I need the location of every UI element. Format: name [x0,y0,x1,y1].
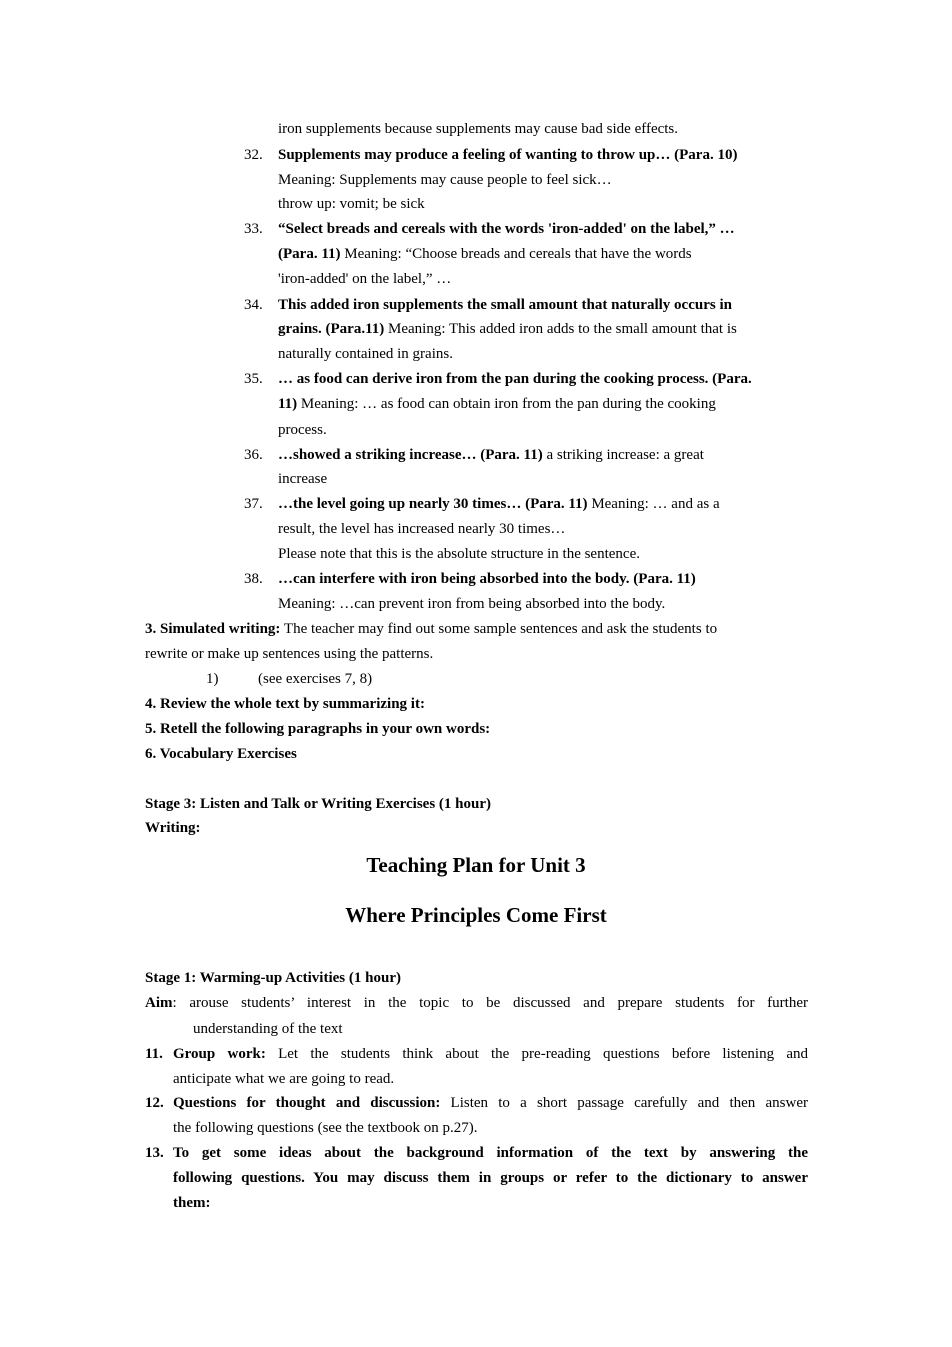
aim-line2: understanding of the text [193,1021,343,1037]
group-11-line2: anticipate what we are going to read. [173,1071,395,1087]
item-number-36: 36. [244,447,263,463]
section-3-line1 [145,620,717,638]
section-3-heading: 3. Simulated writing: [145,621,281,637]
item-34-para-ref: grains. (Para.11) [278,321,385,337]
item-36-heading: …showed a striking increase… (Para. 11) [278,447,543,463]
item-number-38: 38. [244,571,263,587]
aim-line1 [145,994,808,1012]
page-title: Teaching Plan for Unit 3 [366,853,586,877]
item-34-meaning: Meaning: This added iron adds to the small amount that is [384,321,737,337]
item-33-meaning: Meaning: “Choose breads and cereals that have the words [340,246,692,262]
item-number-33: 33. [244,221,263,237]
page-subtitle: Where Principles Come First [345,903,607,927]
item-38-heading: …can interfere with iron being absorbed into the body. (Para. 11) [278,571,696,587]
item-32-meaning: Meaning: Supplements may cause people to feel sick… [278,172,612,188]
section-3-line2: rewrite or make up sentences using the patterns. [145,646,434,662]
item-number-34: 34. [244,297,263,313]
section-5-heading: 5. Retell the following paragraphs in your own words: [145,721,491,737]
stage-3-heading: Stage 3: Listen and Talk or Writing Exercises (1 hour) [145,796,492,812]
group-number-11: 11. [145,1046,163,1062]
item-34-line2 [278,320,737,338]
aim-text: : arouse students’ interest in the topic to be discussed and prepare students for further [172,995,808,1011]
group-12-line1 [173,1094,808,1112]
item-32-note: throw up: vomit; be sick [278,196,425,212]
item-number-35: 35. [244,371,263,387]
item-35-line2 [278,395,716,413]
item-33-para-ref: (Para. 11) [278,246,341,262]
group-number-12: 12. [145,1095,164,1111]
item-37-line2: result, the level has increased nearly 30 times… [278,521,566,537]
item-36-line2: increase [278,471,328,487]
item-37-line3: Please note that this is the absolute structure in the sentence. [278,546,640,562]
item-35-meaning: Meaning: … as food can obtain iron from the pan during the cooking [297,396,716,412]
item-37-meaning: Meaning: … and as a [587,496,720,512]
group-11-heading: Group work: [173,1046,266,1062]
group-number-13: 13. [145,1145,164,1161]
item-35-line3: process. [278,422,327,438]
writing-heading: Writing: [145,820,201,836]
section-3-subitem-number: 1) [206,671,219,687]
group-11-line1 [173,1045,808,1063]
group-12-heading: Questions for thought and discussion: [173,1095,441,1111]
group-11-text: Let the students think about the pre-reading questions before listening and [265,1046,808,1062]
item-number-37: 37. [244,496,263,512]
group-12-text: Listen to a short passage carefully and then answer [440,1095,808,1111]
item-33-heading: “Select breads and cereals with the words 'iron-added' on the label,” … [278,221,735,237]
item-36-meaning: a striking increase: a great [542,447,704,463]
item-33-line2 [278,245,692,263]
item-34-heading: This added iron supplements the small amount that naturally occurs in [278,297,732,313]
item-37-line1 [278,495,720,513]
group-13-line3: them: [173,1195,211,1211]
item-36-line1 [278,446,704,464]
item-37-heading: …the level going up nearly 30 times… (Para. 11) [278,496,588,512]
section-4-heading: 4. Review the whole text by summarizing it: [145,696,425,712]
group-13-line2: following questions. You may discuss them in groups or refer to the dictionary to answer [173,1170,808,1186]
item-32-heading: Supplements may produce a feeling of wanting to throw up… (Para. 10) [278,147,738,163]
section-3-text: The teacher may find out some sample sentences and ask the students to [280,621,718,637]
item-38-meaning: Meaning: …can prevent iron from being absorbed into the body. [278,596,666,612]
continuation-line [278,120,678,138]
item-number-32: 32. [244,147,263,163]
group-13-line1: To get some ideas about the background information of the text by answering the [173,1145,808,1161]
aim-label: Aim [145,995,173,1011]
item-33-line3: 'iron-added' on the label,” … [278,271,452,287]
item-35-heading: … as food can derive iron from the pan during the cooking process. (Para. [278,371,752,387]
group-12-line2: the following questions (see the textbook on p.27). [173,1120,478,1136]
text: iron supplements because supplements may cause bad side effects. [278,121,679,137]
section-3-subitem-text: (see exercises 7, 8) [258,671,373,687]
item-35-para-ref: 11) [278,396,298,412]
section-6-heading: 6. Vocabulary Exercises [145,746,297,762]
stage-1-heading: Stage 1: Warming-up Activities (1 hour) [145,970,401,986]
item-34-line3: naturally contained in grains. [278,346,453,362]
